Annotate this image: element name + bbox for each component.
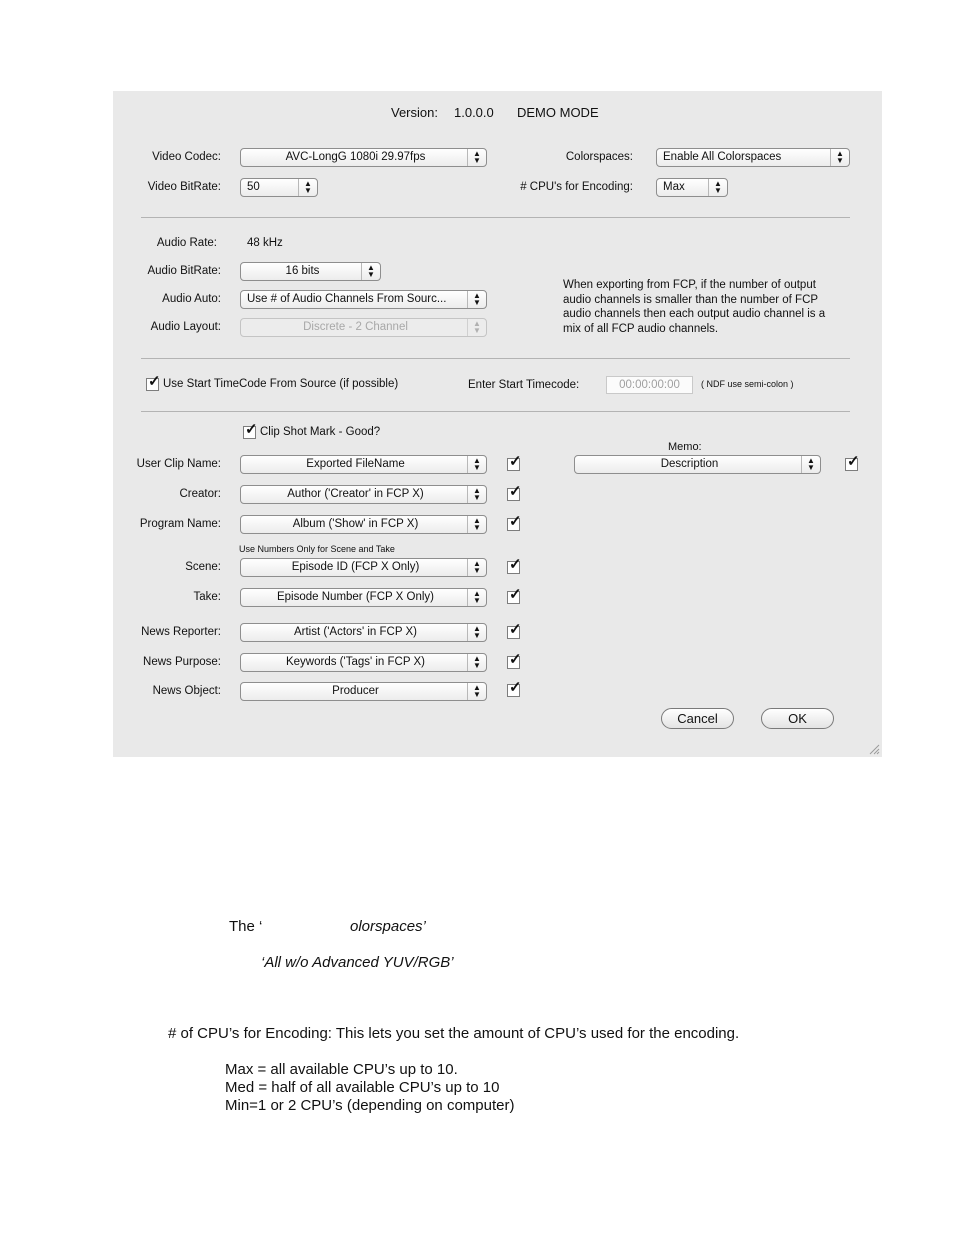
up-down-arrows-icon: ▲ ▼	[467, 516, 486, 533]
demo-mode-label: DEMO MODE	[517, 105, 599, 120]
program-name-checkbox[interactable]	[507, 513, 522, 531]
use-start-timecode-checkbox[interactable]	[146, 373, 161, 391]
check-icon: ✓	[509, 679, 522, 696]
colorspaces-value: Enable All Colorspaces	[663, 151, 782, 163]
audio-rate-label: Audio Rate:	[156, 237, 217, 249]
creator-checkbox[interactable]	[507, 483, 522, 501]
up-down-arrows-icon: ▲ ▼	[467, 559, 486, 576]
audio-layout-value: Discrete - 2 Channel	[303, 321, 408, 333]
divider	[141, 358, 850, 359]
audio-rate-value: 48 kHz	[247, 237, 283, 249]
video-codec-label: Video Codec:	[152, 151, 221, 163]
take-checkbox[interactable]	[507, 586, 522, 604]
news-purpose-label: News Purpose:	[143, 656, 221, 668]
resize-grip-icon[interactable]	[869, 744, 880, 755]
clip-shot-mark-checkbox[interactable]	[243, 421, 258, 439]
video-bitrate-label: Video BitRate:	[147, 181, 221, 193]
doc-cpu-list	[225, 1061, 514, 1115]
up-down-arrows-icon: ▲ ▼	[467, 486, 486, 503]
memo-select[interactable]	[574, 455, 821, 474]
check-icon: ✓	[509, 483, 522, 500]
news-reporter-value: Artist ('Actors' in FCP X)	[293, 626, 418, 638]
check-icon: ✓	[509, 453, 522, 470]
take-label: Take:	[193, 591, 221, 603]
check-icon: ✓	[509, 651, 522, 668]
version-label: Version:	[391, 105, 438, 120]
news-reporter-checkbox[interactable]	[507, 621, 522, 639]
up-down-arrows-icon: ▲ ▼	[467, 683, 486, 700]
colorspaces-select[interactable]	[656, 148, 850, 167]
check-icon: ✓	[509, 513, 522, 530]
cancel-button[interactable]: Cancel	[661, 708, 734, 729]
cpu-encoding-label: # CPU's for Encoding:	[520, 181, 633, 193]
up-down-arrows-icon: ▲ ▼	[467, 319, 486, 336]
user-clip-name-select[interactable]	[240, 455, 487, 474]
audio-layout-select	[240, 318, 487, 337]
news-object-label: News Object:	[152, 685, 221, 697]
creator-value: Author ('Creator' in FCP X)	[287, 488, 424, 500]
clip-shot-mark-label: Clip Shot Mark - Good?	[260, 426, 381, 438]
memo-label: Memo:	[668, 441, 702, 453]
audio-auto-select[interactable]	[240, 290, 487, 309]
ndf-hint: ( NDF use semi-colon )	[701, 379, 794, 389]
check-icon: ✓	[509, 556, 522, 573]
news-reporter-select[interactable]	[240, 623, 487, 642]
list-item: Min=1 or 2 CPU’s (depending on computer)	[225, 1097, 515, 1114]
check-icon: ✓	[509, 621, 522, 638]
news-purpose-value: Keywords ('Tags' in FCP X)	[285, 656, 426, 668]
use-start-timecode-label: Use Start TimeCode From Source (if possible)	[163, 378, 399, 390]
up-down-arrows-icon: ▲ ▼	[467, 624, 486, 641]
scene-select[interactable]	[240, 558, 487, 577]
audio-bitrate-value: 16 bits	[285, 265, 320, 277]
creator-label: Creator:	[179, 488, 221, 500]
program-name-select[interactable]	[240, 515, 487, 534]
doc-line-all-wo-advanced: ‘All w/o Advanced YUV/RGB’	[261, 954, 454, 971]
divider	[141, 411, 850, 412]
export-settings-dialog	[113, 91, 882, 757]
memo-value: Description	[660, 458, 719, 470]
scene-checkbox[interactable]	[507, 556, 522, 574]
scene-value: Episode ID (FCP X Only)	[291, 561, 420, 573]
up-down-arrows-icon: ▲ ▼	[467, 589, 486, 606]
program-name-label: Program Name:	[139, 518, 221, 530]
check-icon: ✓	[245, 421, 258, 438]
up-down-arrows-icon: ▲ ▼	[467, 291, 486, 308]
user-clip-name-value: Exported FileName	[306, 458, 405, 470]
audio-bitrate-select[interactable]	[240, 262, 381, 281]
up-down-arrows-icon: ▲ ▼	[467, 149, 486, 166]
check-icon: ✓	[847, 453, 860, 470]
divider	[141, 217, 850, 218]
list-item: Med = half of all available CPU’s up to 10	[225, 1079, 500, 1096]
enter-start-timecode-label: Enter Start Timecode:	[468, 379, 580, 391]
user-clip-name-checkbox[interactable]	[507, 453, 522, 471]
check-icon: ✓	[148, 373, 161, 390]
take-select[interactable]	[240, 588, 487, 607]
program-name-value: Album ('Show' in FCP X)	[292, 518, 419, 530]
up-down-arrows-icon: ▲ ▼	[467, 654, 486, 671]
news-object-value: Producer	[332, 685, 379, 697]
news-object-select[interactable]	[240, 682, 487, 701]
take-value: Episode Number (FCP X Only)	[276, 591, 434, 603]
doc-cpu-paragraph: # of CPU’s for Encoding: This lets you set the amount of CPU’s used for the encoding.	[168, 1025, 740, 1042]
up-down-arrows-icon: ▲ ▼	[361, 263, 380, 280]
news-purpose-select[interactable]	[240, 653, 487, 672]
video-bitrate-select[interactable]	[240, 178, 318, 197]
news-object-checkbox[interactable]	[507, 679, 522, 697]
colorspaces-label: Colorspaces:	[565, 151, 633, 163]
numbers-only-note: Use Numbers Only for Scene and Take	[239, 544, 395, 554]
scene-label: Scene:	[185, 561, 221, 573]
memo-checkbox[interactable]	[845, 453, 860, 471]
news-reporter-label: News Reporter:	[141, 626, 221, 638]
ok-button[interactable]: OK	[761, 708, 834, 729]
doc-line-the: The ‘	[229, 918, 263, 935]
up-down-arrows-icon: ▲ ▼	[830, 149, 849, 166]
cpu-encoding-value: Max	[663, 181, 685, 193]
video-codec-value: AVC-LongG 1080i 29.97fps	[285, 151, 426, 163]
video-bitrate-value: 50	[247, 181, 260, 193]
audio-auto-label: Audio Auto:	[162, 293, 221, 305]
up-down-arrows-icon: ▲ ▼	[801, 456, 820, 473]
audio-layout-label: Audio Layout:	[150, 321, 221, 333]
audio-bitrate-label: Audio BitRate:	[147, 265, 221, 277]
start-timecode-input[interactable]: 00:00:00:00	[606, 376, 693, 394]
news-purpose-checkbox[interactable]	[507, 651, 522, 669]
check-icon: ✓	[509, 586, 522, 603]
audio-channel-note: When exporting from FCP, if the number of output audio channels is smaller than the number of FCP audio channels then each output audio channel is a mix of all FCP audio channels.	[563, 279, 826, 335]
up-down-arrows-icon: ▲ ▼	[298, 179, 317, 196]
up-down-arrows-icon: ▲ ▼	[708, 179, 727, 196]
list-item: Max = all available CPU’s up to 10.	[225, 1061, 458, 1078]
user-clip-name-label: User Clip Name:	[136, 458, 221, 470]
doc-line-colorspaces: olorspaces’	[350, 918, 426, 935]
creator-select[interactable]	[240, 485, 487, 504]
cpu-encoding-select[interactable]	[656, 178, 728, 197]
audio-auto-value: Use # of Audio Channels From Sourc...	[247, 293, 447, 305]
up-down-arrows-icon: ▲ ▼	[467, 456, 486, 473]
video-codec-select[interactable]	[240, 148, 487, 167]
version-value: 1.0.0.0	[454, 105, 494, 120]
